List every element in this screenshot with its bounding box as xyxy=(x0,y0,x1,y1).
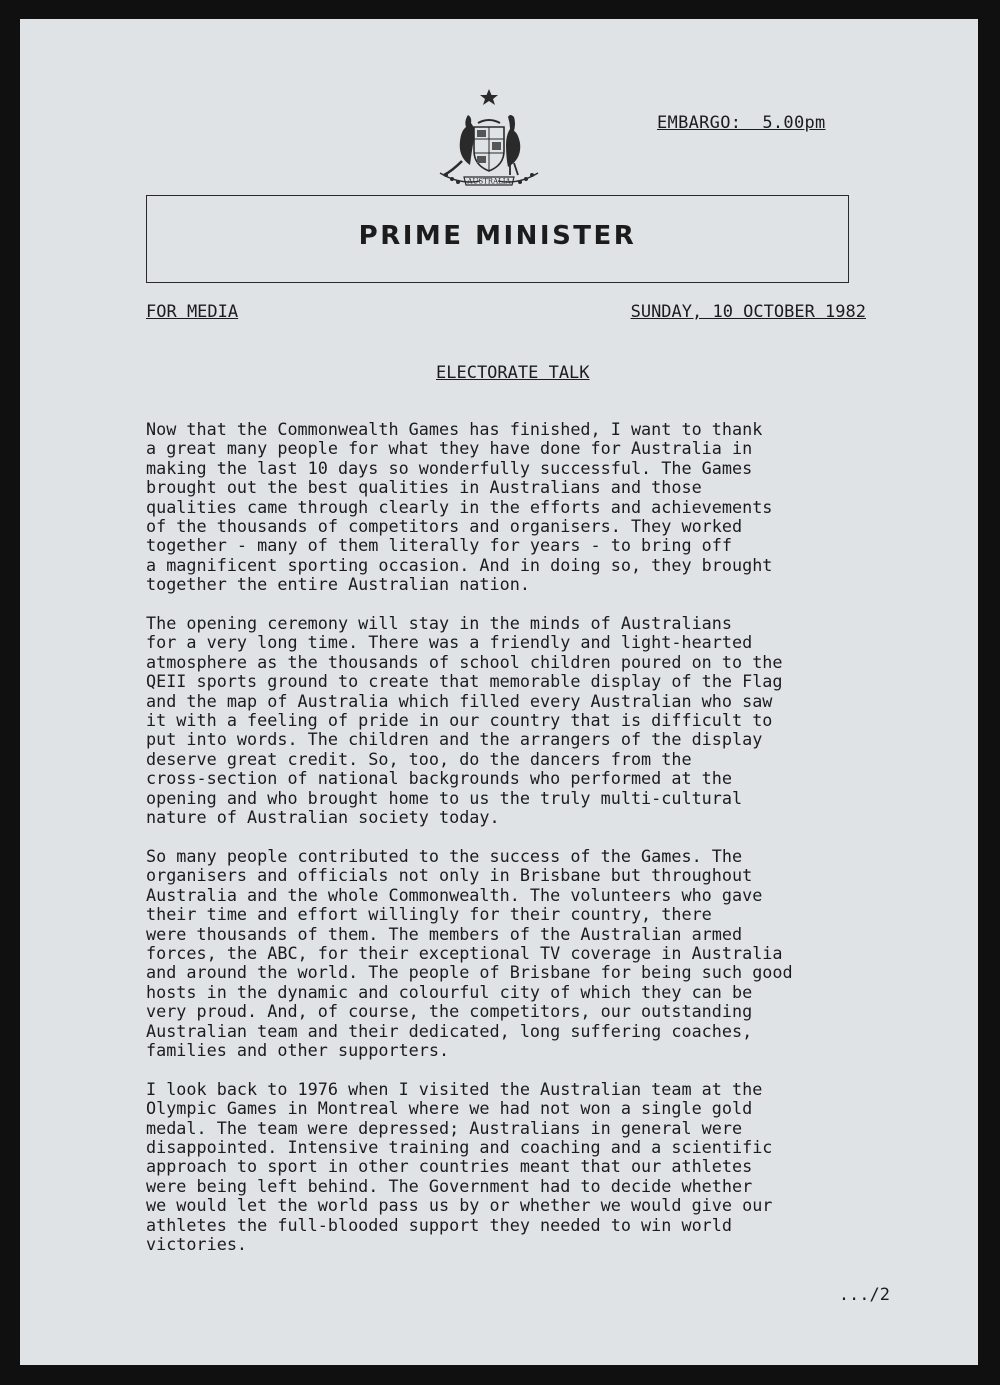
office-title: PRIME MINISTER xyxy=(358,221,637,251)
paragraph-2: The opening ceremony will stay in the minds of Australians for a very long time. There was a friendly and light-hearted atmosphere as the thousands of school children poured on to the QEII sports ground to create that memorable display of the Flag and the map of Australia which filled every Australian who saw it with a feeling of pride in our country that is difficult to put into words. The children and the arrangers of the display deserve great credit. So, too, do the dancers from the cross-section of national backgrounds who performed at the opening and who brought home to us the truly multi-cultural nature of Australian society today. xyxy=(146,613,783,828)
office-banner xyxy=(146,195,849,283)
paragraph-4: I look back to 1976 when I visited the Australian team at the Olympic Games in Montreal where we had not won a single gold medal. The team were depressed; Australians in general were disappointed. Intensive training and coaching and a scientific approach to sport in other countries meant that our athletes were being left behind. The Government had to decide whether we would let the world pass us by or whether we would give our athletes the full-blooded support they needed to win world victories. xyxy=(146,1078,773,1255)
coat-of-arms-icon xyxy=(430,87,548,195)
document-page xyxy=(20,19,978,1365)
embargo-notice: EMBARGO: 5.00pm xyxy=(657,113,826,133)
for-media-label: FOR MEDIA xyxy=(146,302,239,322)
page-continuation: .../2 xyxy=(838,1285,890,1305)
release-date: SUNDAY, 10 OCTOBER 1982 xyxy=(630,302,866,322)
crest-caption: AUSTRALIA xyxy=(467,177,511,186)
paragraph-3: So many people contributed to the success of the Games. The organisers and officials not only in Brisbane but throughout Australia and the whole Commonwealth. The volunteers who gave their time and effort willingly for their country, there were thousands of them. The members of the Australian armed forces, the ABC, for their exceptional TV coverage in Australia and around the world. The people of Brisbane for being such good hosts in the dynamic and colourful city of which they can be very proud. And, of course, the competitors, our outstanding Australian team and their dedicated, long suffering coaches, families and other supporters. xyxy=(146,845,793,1060)
document-heading: ELECTORATE TALK xyxy=(436,363,590,383)
document-body xyxy=(146,420,906,1274)
paragraph-1: Now that the Commonwealth Games has finished, I want to thank a great many people for what they have done for Australia in making the last 10 days so wonderfully successful. The Games brought out the best qualities in Australians and those qualities came through clearly in the efforts and achievements of the thousands of competitors and organisers. They worked together - many of them literally for years - to bring off a magnificent sporting occasion. And in doing so, they brought together the entire Australian nation. xyxy=(146,419,773,595)
